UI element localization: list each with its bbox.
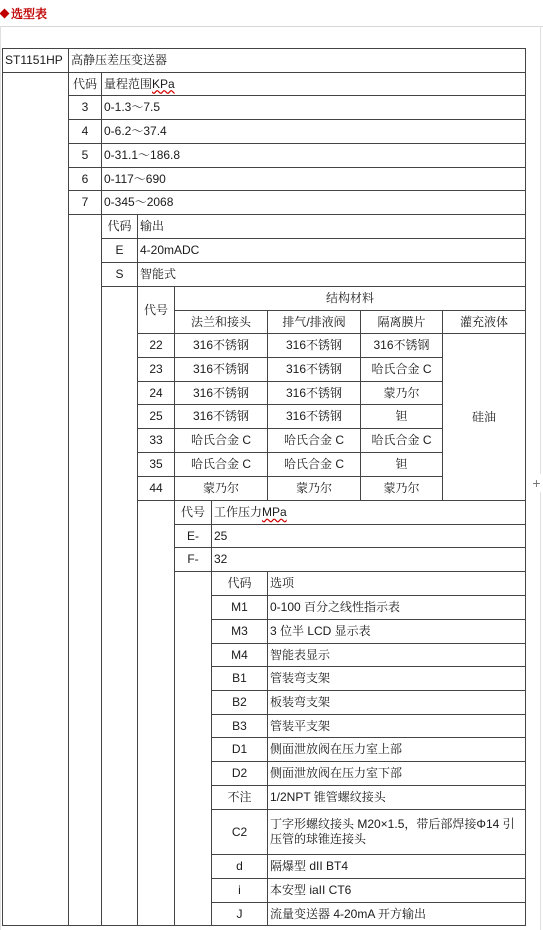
output-row-code: S — [101, 262, 138, 287]
range-row-value: 0-345～2068 — [101, 190, 526, 215]
frame-left-border — [0, 26, 1, 930]
range-row-value: 0-6.2～37.4 — [101, 119, 526, 144]
material-col-header-vent: 排气/排液阀 — [267, 310, 361, 334]
option-row-value: 侧面泄放阀在压力室上部 — [267, 737, 526, 762]
output-code-header: 代码 — [101, 214, 138, 239]
range-row-code: 4 — [68, 119, 102, 144]
expand-plus-icon[interactable]: + — [530, 474, 543, 492]
material-row-vent: 316不锈钢 — [267, 357, 361, 382]
options-code-header: 代码 — [211, 571, 268, 596]
output-header: 输出 — [137, 214, 526, 239]
spacer-col-3 — [101, 286, 138, 926]
range-row-code: 7 — [68, 190, 102, 215]
option-row-code: M4 — [211, 643, 268, 667]
material-row-flange: 蒙乃尔 — [174, 476, 268, 501]
material-row-diaphragm: 蒙乃尔 — [360, 476, 443, 501]
material-row-diaphragm: 钽 — [360, 404, 443, 429]
output-row-value: 4-20mADC — [137, 238, 526, 263]
pressure-row-value: 32 — [211, 547, 526, 572]
pressure-row-code: F- — [174, 547, 212, 572]
material-row-vent: 哈氏合金 C — [267, 452, 361, 477]
range-row-value: 0-117～690 — [101, 167, 526, 191]
option-row-code: B2 — [211, 690, 268, 715]
material-row-code: 23 — [137, 357, 175, 382]
spacer-col-5 — [174, 571, 212, 926]
material-row-flange: 316不锈钢 — [174, 333, 268, 358]
section-heading — [0, 4, 47, 22]
material-row-flange: 哈氏合金 C — [174, 452, 268, 477]
option-row-code: i — [211, 878, 268, 903]
material-row-code: 22 — [137, 333, 175, 358]
range-row-value: 0-31.1～186.8 — [101, 143, 526, 168]
range-code-header: 代码 — [68, 72, 102, 96]
spacer-col-4 — [137, 500, 175, 926]
option-row-code: B1 — [211, 666, 268, 691]
pressure-row-value: 25 — [211, 524, 526, 548]
material-row-diaphragm: 哈氏合金 C — [360, 428, 443, 453]
option-row-value: 隔爆型 dII BT4 — [267, 854, 526, 879]
material-row-flange: 316不锈钢 — [174, 381, 268, 405]
option-row-value: 侧面泄放阀在压力室下部 — [267, 761, 526, 786]
option-row-code: D2 — [211, 761, 268, 786]
material-row-diaphragm: 钽 — [360, 452, 443, 477]
material-row-code: 33 — [137, 428, 175, 453]
pressure-header: 工作压力 MPa — [211, 500, 526, 525]
material-col-header-diaphragm: 隔离膜片 — [360, 310, 443, 334]
option-row-code: M1 — [211, 595, 268, 620]
material-col-header-fill: 灌充液体 — [442, 310, 526, 334]
option-row-code: B3 — [211, 714, 268, 738]
material-row-vent: 哈氏合金 C — [267, 428, 361, 453]
material-row-diaphragm: 316不锈钢 — [360, 333, 443, 358]
material-row-vent: 316不锈钢 — [267, 381, 361, 405]
heading-text: 选型表 — [11, 6, 48, 21]
material-row-flange: 316不锈钢 — [174, 404, 268, 429]
option-row-value: 丁字形螺纹接头 M20×1.5，带后部焊接Φ14 引压管的球锥连接头 — [267, 809, 526, 855]
spacer-col-2 — [68, 214, 102, 926]
pressure-code-header: 代号 — [174, 500, 212, 525]
range-row-code: 6 — [68, 167, 102, 191]
option-row-value: 流量变送器 4-20mA 开方输出 — [267, 902, 526, 926]
pressure-row-code: E- — [174, 524, 212, 548]
material-row-vent: 316不锈钢 — [267, 333, 361, 358]
option-row-value: 本安型 iaII CT6 — [267, 878, 526, 903]
option-row-value: 0-100 百分之线性指示表 — [267, 595, 526, 620]
material-row-diaphragm: 哈氏合金 C — [360, 357, 443, 382]
options-header: 选项 — [267, 571, 526, 596]
range-row-value: 0-1.3～7.5 — [101, 95, 526, 120]
material-row-vent: 蒙乃尔 — [267, 476, 361, 501]
fill-liquid-cell: 硅油 — [442, 333, 526, 501]
material-row-code: 24 — [137, 381, 175, 405]
material-row-code: 35 — [137, 452, 175, 477]
material-row-vent: 316不锈钢 — [267, 404, 361, 429]
option-row-code: d — [211, 854, 268, 879]
option-row-code: C2 — [211, 809, 268, 855]
option-row-value: 管装平支架 — [267, 714, 526, 738]
option-row-value: 智能表显示 — [267, 643, 526, 667]
option-row-value: 1/2NPT 锥管螺纹接头 — [267, 785, 526, 810]
option-row-code: D1 — [211, 737, 268, 762]
material-group-header: 结构材料 — [174, 286, 526, 311]
range-row-code: 3 — [68, 95, 102, 120]
model-code-cell: ST1151HP — [2, 48, 69, 73]
material-row-diaphragm: 蒙乃尔 — [360, 381, 443, 405]
option-row-value: 管装弯支架 — [267, 666, 526, 691]
material-row-flange: 哈氏合金 C — [174, 428, 268, 453]
range-header: 量程范围 KPa — [101, 72, 526, 96]
material-code-header: 代号 — [137, 286, 175, 334]
material-col-header-flange: 法兰和接头 — [174, 310, 268, 334]
diamond-bullet-icon — [0, 8, 9, 18]
option-row-code: J — [211, 902, 268, 926]
model-desc-cell: 高静压差压变送器 — [68, 48, 526, 73]
output-row-value: 智能式 — [137, 262, 526, 287]
material-row-code: 25 — [137, 404, 175, 429]
option-row-code: 不注 — [211, 785, 268, 810]
material-row-flange: 316不锈钢 — [174, 357, 268, 382]
material-row-code: 44 — [137, 476, 175, 501]
top-divider — [0, 26, 543, 27]
output-row-code: E — [101, 238, 138, 263]
option-row-value: 板装弯支架 — [267, 690, 526, 715]
range-row-code: 5 — [68, 143, 102, 168]
spacer-col-1 — [2, 72, 69, 926]
option-row-code: M3 — [211, 619, 268, 644]
option-row-value: 3 位半 LCD 显示表 — [267, 619, 526, 644]
